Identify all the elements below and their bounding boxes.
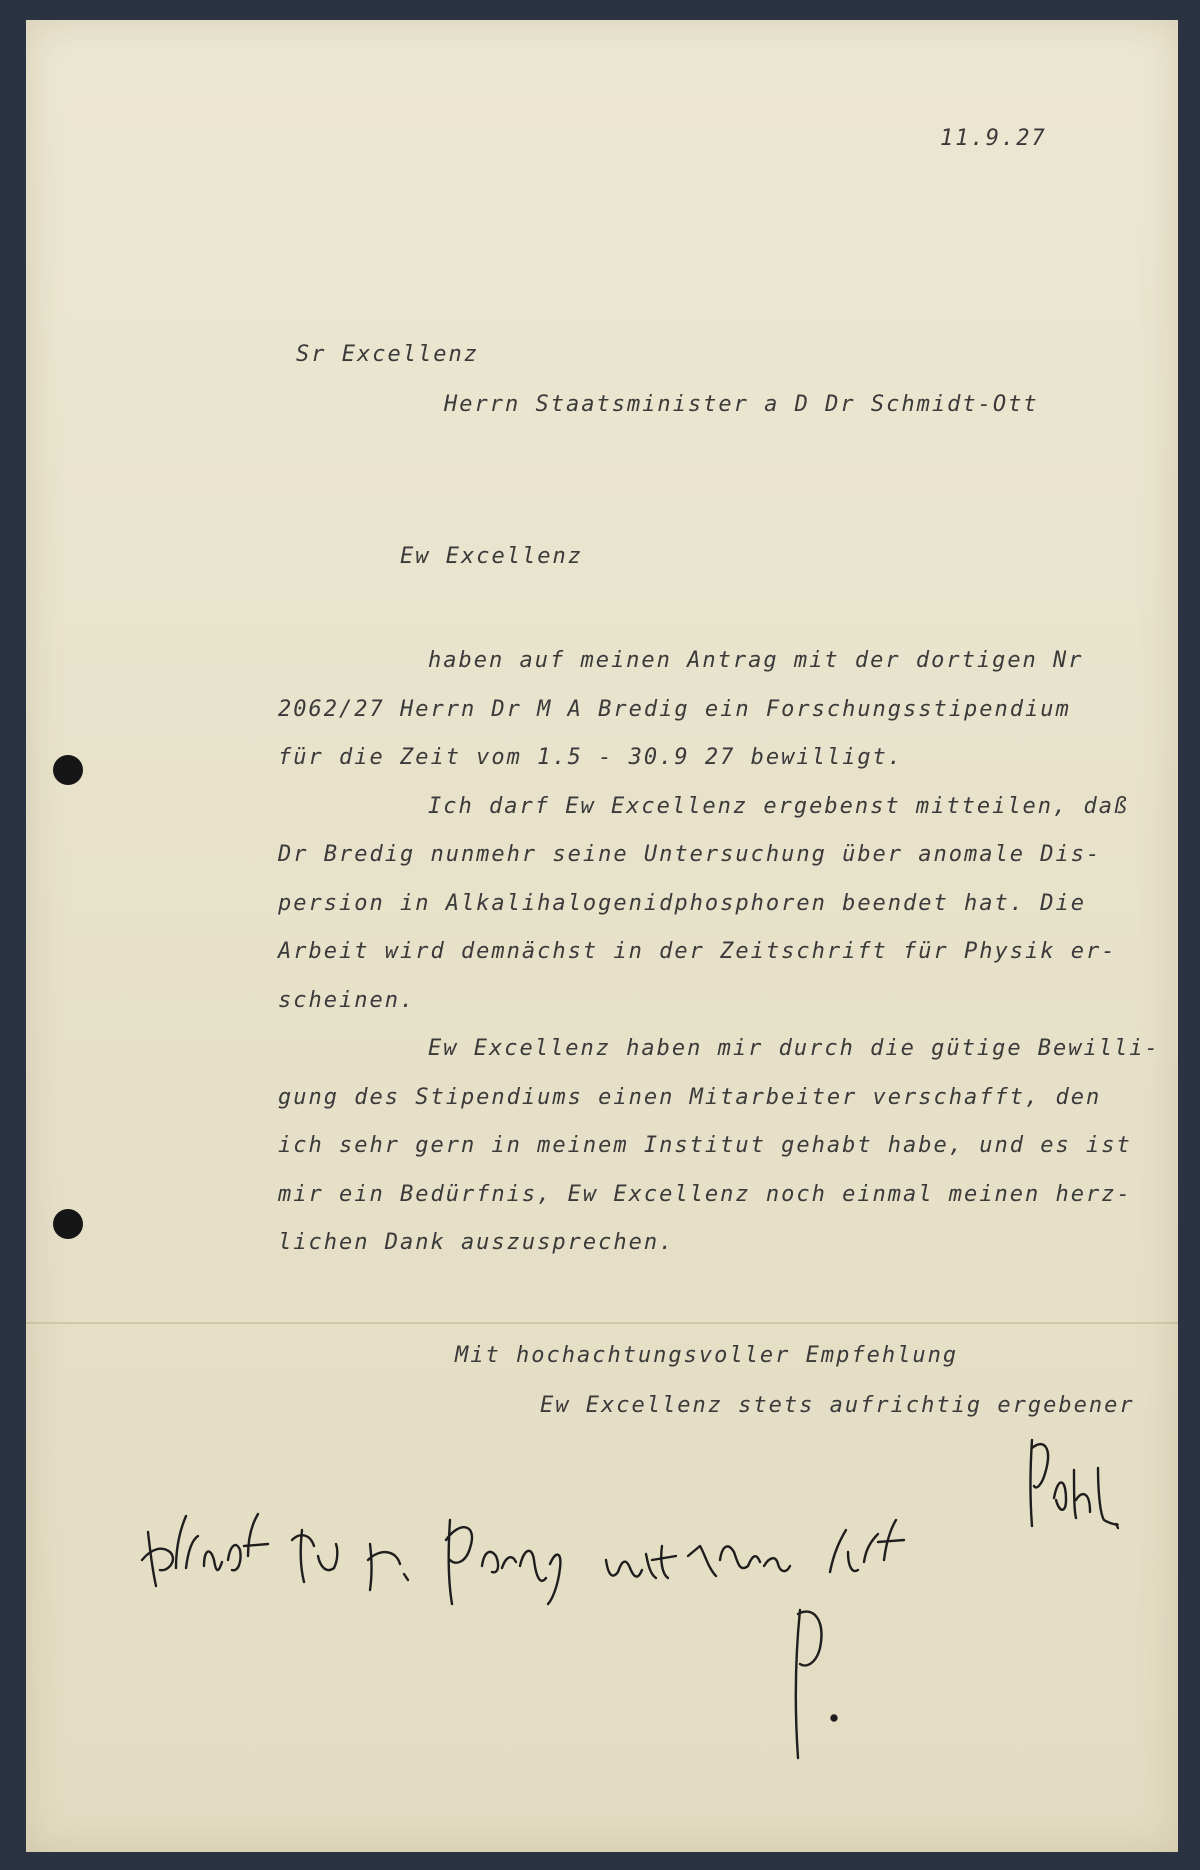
letter-date: 11.9.27	[940, 126, 1047, 151]
body-line: für die Zeit vom 1.5 - 30.9 27 bewilligt.	[278, 745, 904, 770]
signature-pohl	[1031, 1440, 1119, 1528]
body-line: scheinen.	[278, 987, 416, 1013]
body-line: Ich darf Ew Excellenz ergebenst mitteilen, daß	[428, 793, 1130, 819]
body-line: haben auf meinen Antrag mit der dortigen Nr	[428, 648, 1084, 673]
closing-line-2: Ew Excellenz stets aufrichtig ergebener	[540, 1393, 1135, 1418]
body-line: Dr Bredig nunmehr seine Untersuchung über anomale Dis-	[278, 842, 1102, 867]
body-line: 2062/27 Herrn Dr M A Bredig ein Forschungsstipendium	[278, 696, 1071, 722]
recipient-salutation: Sr Excellenz	[296, 342, 479, 367]
body-line: mir ein Bedürfnis, Ew Excellenz noch einmal meinen herz-	[278, 1181, 1132, 1207]
recipient-name: Herrn Staatsminister a D Dr Schmidt-Ott	[444, 392, 1039, 417]
body-line: persion in Alkalihalogenidphosphoren beendet hat. Die	[278, 890, 1086, 916]
body-line: Arbeit wird demnächst in der Zeitschrift für Physik er-	[278, 939, 1117, 964]
body-line: gung des Stipendiums einen Mitarbeiter verschafft, den	[278, 1084, 1102, 1110]
handwritten-note	[142, 1514, 904, 1604]
body-line: ich sehr gern in meinem Institut gehabt habe, und es ist	[278, 1133, 1132, 1158]
body-line: Ew Excellenz haben mir durch die gütige Bewilli-	[428, 1036, 1160, 1061]
handwritten-initial	[796, 1610, 837, 1758]
body-line: lichen Dank auszusprechen.	[278, 1230, 675, 1255]
letter-greeting: Ew Excellenz	[400, 544, 583, 569]
closing-line-1: Mit hochachtungsvoller Empfehlung	[455, 1343, 959, 1368]
